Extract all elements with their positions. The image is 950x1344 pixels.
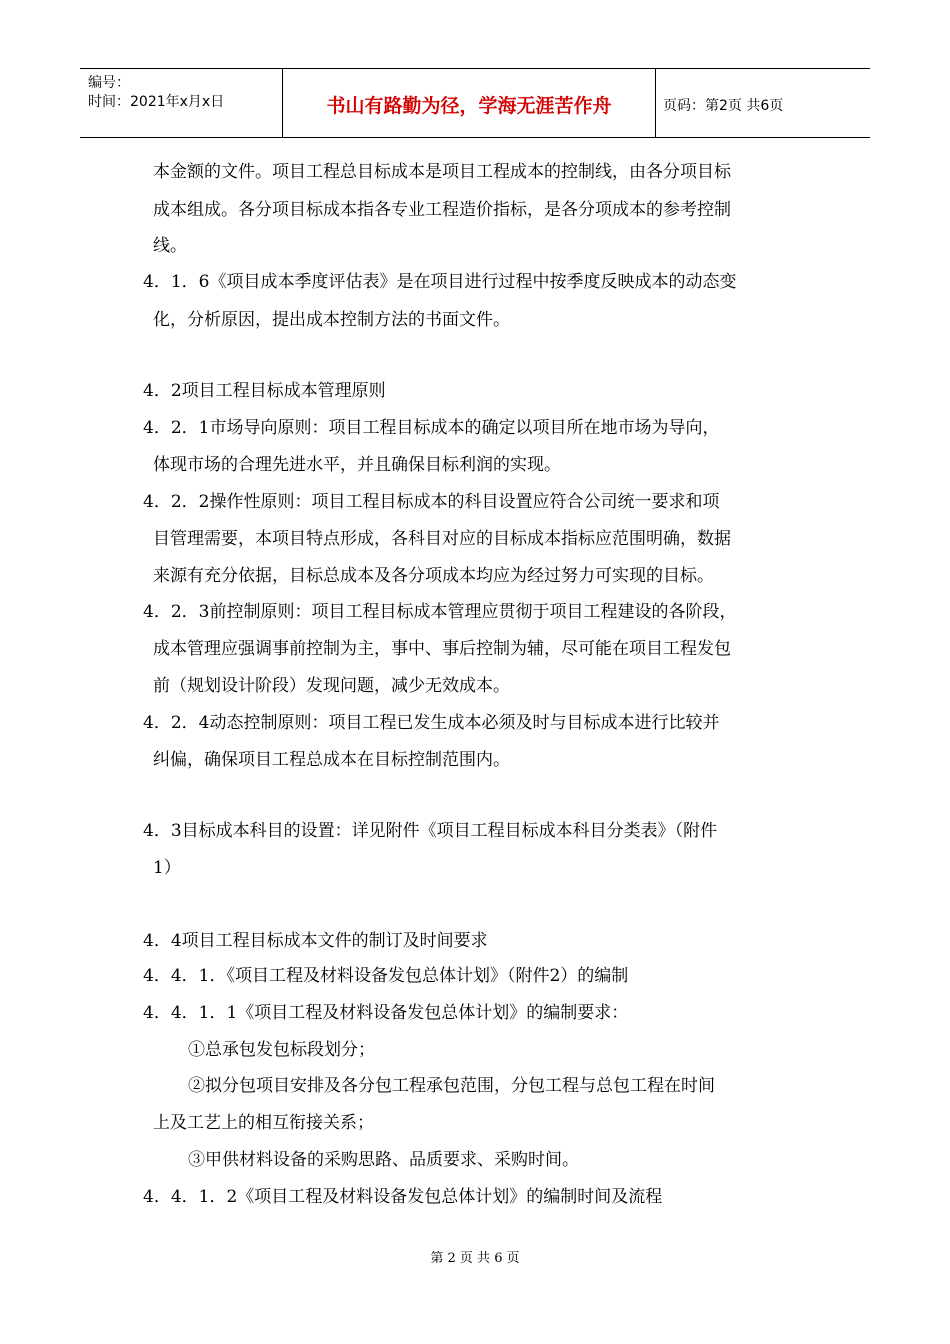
body-line: 成本管理应强调事前控制为主，事中、事后控制为辅，尽可能在项目工程发包 (153, 639, 731, 659)
page-header (80, 68, 870, 138)
section-heading-4-3: 4．3目标成本科目的设置：详见附件《项目工程目标成本科目分类表》（附件 (143, 821, 718, 841)
header-motto: 书山有路勤为径，学海无涯苦作舟 (326, 95, 612, 117)
clause-4-2-1: 4．2．1市场导向原则：项目工程目标成本的确定以项目所在地市场为导向， (143, 418, 720, 438)
body-line: 体现市场的合理先进水平，并且确保目标利润的实现。 (153, 455, 561, 475)
header-right-cell (655, 69, 870, 137)
document-date-label: 时间：2021年x月x日 (88, 94, 225, 110)
list-item: ①总承包发包标段划分； (188, 1040, 375, 1060)
clause-4-4-1-1: 4．4．1．1《项目工程及材料设备发包总体计划》的编制要求： (143, 1003, 629, 1023)
clause-4-1-6: 4．1．6《项目成本季度评估表》是在项目进行过程中按季度反映成本的动态变 (143, 272, 737, 292)
document-number-label: 编号： (88, 75, 130, 91)
list-item: ②拟分包项目安排及各分包工程承包范围，分包工程与总包工程在时间 (188, 1076, 715, 1096)
list-item: ③甲供材料设备的采购思路、品质要求、采购时间。 (188, 1150, 579, 1170)
page-footer: 第 2 页 共 6 页 (430, 1251, 520, 1266)
body-line: 线。 (153, 236, 187, 256)
body-line: 纠偏，确保项目工程总成本在目标控制范围内。 (153, 750, 510, 770)
clause-4-4-1-2: 4．4．1．2《项目工程及材料设备发包总体计划》的编制时间及流程 (143, 1187, 663, 1207)
header-left-cell (80, 69, 282, 137)
body-line: 上及工艺上的相互衔接关系； (153, 1113, 374, 1133)
header-motto-cell (282, 69, 656, 137)
clause-4-2-4: 4．2．4动态控制原则：项目工程已发生成本必须及时与目标成本进行比较并 (143, 713, 720, 733)
clause-4-2-2: 4．2．2操作性原则：项目工程目标成本的科目设置应符合公司统一要求和项 (143, 492, 720, 512)
clause-4-4-1: 4．4．1．《项目工程及材料设备发包总体计划》（附件2）的编制 (143, 966, 629, 986)
body-line: 成本组成。各分项目标成本指各专业工程造价指标，是各分项成本的参考控制 (153, 200, 731, 220)
section-heading-4-2: 4．2项目工程目标成本管理原则 (143, 381, 386, 401)
body-line: 目管理需要，本项目特点形成，各科目对应的目标成本指标应范围明确，数据 (153, 529, 731, 549)
body-line: 来源有充分依据，目标总成本及各分项成本均应为经过努力可实现的目标。 (153, 566, 714, 586)
body-line: 化，分析原因，提出成本控制方法的书面文件。 (153, 310, 510, 330)
clause-4-2-3: 4．2．3前控制原则：项目工程目标成本管理应贯彻于项目工程建设的各阶段， (143, 602, 737, 622)
body-line: 本金额的文件。项目工程总目标成本是项目工程成本的控制线，由各分项目标 (153, 162, 731, 182)
body-line: 1） (153, 858, 181, 878)
header-page-indicator: 页码：第2页 共6页 (663, 98, 784, 114)
section-heading-4-4: 4．4项目工程目标成本文件的制订及时间要求 (143, 931, 488, 951)
body-line: 前（规划设计阶段）发现问题，减少无效成本。 (153, 676, 510, 696)
